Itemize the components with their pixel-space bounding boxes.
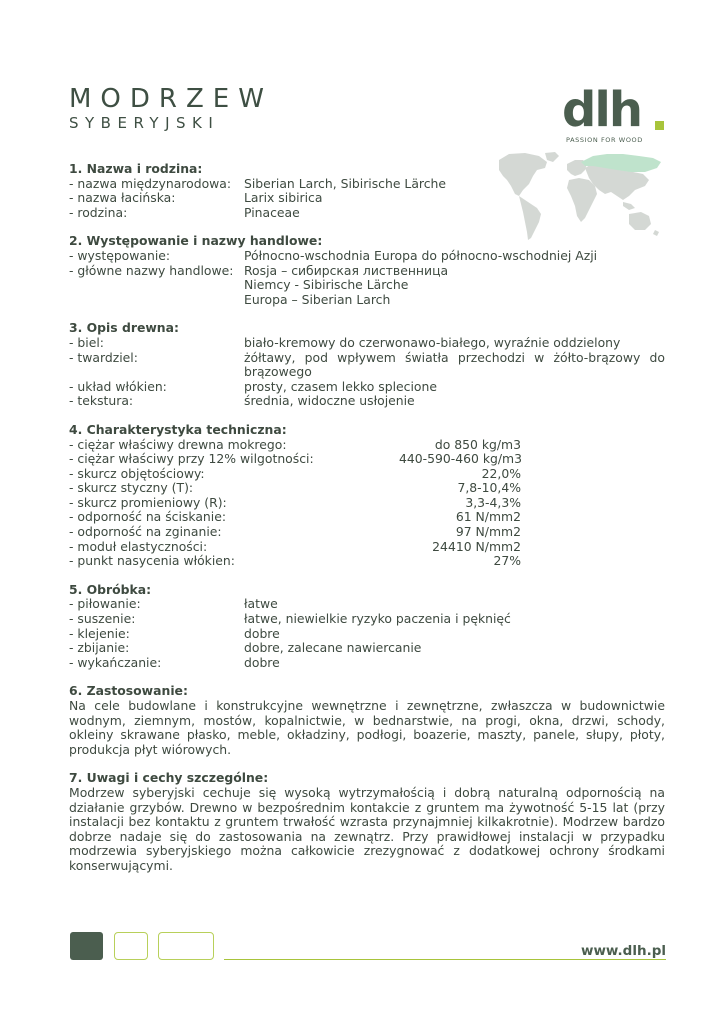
row-value: do 850 kg/m3 bbox=[434, 436, 521, 452]
section-heading: 1. Nazwa i rodzina: bbox=[69, 161, 203, 176]
info-row bbox=[69, 191, 665, 206]
dlh-logo bbox=[562, 82, 666, 146]
row-value: prosty, czasem lekko splecione bbox=[244, 378, 437, 394]
row-value: 27% bbox=[493, 553, 521, 569]
row-label: - główne nazwy handlowe: bbox=[69, 262, 234, 278]
page-title: MODRZEW bbox=[69, 84, 273, 114]
trade-name: Europa – Siberian Larch bbox=[244, 291, 391, 307]
row-value: dobre bbox=[244, 625, 280, 641]
row-label: - tekstura: bbox=[69, 393, 134, 409]
row-label: - skurcz promieniowy (R): bbox=[69, 494, 227, 510]
row-value: dobre bbox=[244, 654, 280, 670]
section-processing bbox=[69, 583, 665, 671]
row-value: Siberian Larch, Sibirische Lärche bbox=[244, 175, 447, 191]
document-body bbox=[69, 162, 665, 888]
row-label: - nazwa międzynarodowa: bbox=[69, 175, 232, 191]
row-value bbox=[244, 264, 665, 308]
info-row bbox=[69, 177, 665, 192]
row-label: - występowanie: bbox=[69, 247, 171, 263]
row-value: 97 N/mm2 bbox=[455, 524, 521, 540]
info-row bbox=[69, 380, 665, 395]
tech-row bbox=[69, 525, 665, 540]
row-label: - skurcz styczny (T): bbox=[69, 480, 194, 496]
tech-row bbox=[69, 438, 665, 453]
row-label: - rodzina: bbox=[69, 204, 128, 220]
row-label: - suszenie: bbox=[69, 611, 136, 627]
footer-decor-box-outline bbox=[114, 932, 148, 960]
tech-row bbox=[69, 496, 665, 511]
row-value: biało-kremowy do czerwonawo-białego, wyraźnie oddzielony bbox=[244, 334, 621, 350]
info-row bbox=[69, 351, 665, 380]
section-heading: 6. Zastosowanie: bbox=[69, 683, 188, 699]
row-label: - klejenie: bbox=[69, 625, 130, 641]
section-name-family bbox=[69, 162, 665, 220]
info-row bbox=[69, 336, 665, 351]
section-notes bbox=[69, 771, 665, 873]
info-row bbox=[69, 641, 665, 656]
row-value: żółtawy, pod wpływem światła przechodzi w żółto-brązowy do brązowego bbox=[244, 349, 665, 380]
row-label: - twardziel: bbox=[69, 349, 138, 365]
info-row bbox=[69, 264, 665, 308]
section-heading: 2. Występowanie i nazwy handlowe: bbox=[69, 233, 323, 249]
row-label: - odporność na zginanie: bbox=[69, 524, 222, 540]
row-value: 3,3-4,3% bbox=[465, 494, 521, 510]
tech-row bbox=[69, 540, 665, 555]
section-applications bbox=[69, 684, 665, 757]
row-label: - wykańczanie: bbox=[69, 654, 162, 670]
footer-decor-box-outline-wide bbox=[158, 932, 214, 960]
logo-text: dlh bbox=[562, 82, 641, 138]
row-value: średnia, widoczne usłojenie bbox=[244, 393, 415, 409]
section-paragraph: Modrzew syberyjski cechuje się wysoką wytrzymałością i dobrą naturalną odpornością na działanie grzybów. Drewno w bezpośrednim kontakcie z gruntem ma żywotność 5-15 lat (przy instalacji bez kontaktu z gruntem trwałość wzrasta przynajmniej kilkakrotnie). Modrzew bardzo dobrze nadaje się do zastosowania na zewnątrz. Przy prawidłowej instalacji w przypadku modrzewia syberyjskiego można całkowicie zrezygnować z dodatkowej ochrony środkami konserwującymi. bbox=[69, 784, 665, 873]
row-label: - zbijanie: bbox=[69, 640, 130, 656]
row-value: 61 N/mm2 bbox=[455, 509, 521, 525]
row-value: Pinaceae bbox=[244, 204, 300, 220]
section-heading: 3. Opis drewna: bbox=[69, 320, 179, 336]
section-paragraph: Na cele budowlane i konstrukcyjne wewnętrzne i zewnętrzne, zwłaszcza w budownictwie wodnym, ziemnym, mostów, kopalnictwie, w bednarstwie, na progi, okna, drzwi, schody, okleiny skrawane płasko, meble, okładziny, podłogi, boazerie, maszty, panele, słupy, płoty, produkcja płyt wiórowych. bbox=[69, 698, 665, 757]
info-row bbox=[69, 627, 665, 642]
tech-row bbox=[69, 481, 665, 496]
section-occurrence bbox=[69, 234, 665, 307]
row-value: dobre, zalecane nawiercanie bbox=[244, 640, 422, 656]
section-heading: 4. Charakterystyka techniczna: bbox=[69, 421, 287, 437]
logo-dot bbox=[655, 121, 664, 130]
tech-row bbox=[69, 510, 665, 525]
section-heading: 7. Uwagi i cechy szczególne: bbox=[69, 770, 269, 786]
logo-tagline: PASSION FOR WOOD bbox=[566, 136, 643, 144]
footer-divider bbox=[224, 959, 666, 960]
row-label: - skurcz objętościowy: bbox=[69, 465, 205, 481]
row-value: 440-590-460 kg/m3 bbox=[399, 451, 522, 467]
row-label: - ciężar właściwy przy 12% wilgotności: bbox=[69, 451, 314, 467]
row-label: - układ włókien: bbox=[69, 378, 167, 394]
row-value: Północno-wschodnia Europa do północno-wschodniej Azji bbox=[244, 247, 598, 263]
tech-row bbox=[69, 554, 665, 569]
info-row bbox=[69, 394, 665, 409]
row-label: - odporność na ściskanie: bbox=[69, 509, 227, 525]
section-wood-description bbox=[69, 321, 665, 409]
row-label: - ciężar właściwy drewna mokrego: bbox=[69, 436, 287, 452]
row-value: łatwe, niewielkie ryzyko paczenia i pęknięć bbox=[244, 611, 511, 627]
tech-row bbox=[69, 452, 665, 467]
row-value: 22,0% bbox=[481, 465, 521, 481]
row-label: - punkt nasycenia włókien: bbox=[69, 553, 235, 569]
row-label: - moduł elastyczności: bbox=[69, 538, 208, 554]
row-value: 7,8-10,4% bbox=[457, 480, 521, 496]
info-row bbox=[69, 597, 665, 612]
tech-row bbox=[69, 467, 665, 482]
footer-decor-box-filled bbox=[70, 932, 103, 960]
page-subtitle: SYBERYJSKI bbox=[69, 114, 220, 132]
row-label: - nazwa łacińska: bbox=[69, 190, 176, 206]
info-row bbox=[69, 656, 665, 671]
row-value: łatwe bbox=[244, 596, 278, 612]
row-value: Larix sibirica bbox=[244, 190, 323, 206]
section-heading: 5. Obróbka: bbox=[69, 581, 152, 597]
row-label: - biel: bbox=[69, 334, 104, 350]
info-row bbox=[69, 206, 665, 221]
trade-name: Rosja – сибирская лиственница bbox=[244, 262, 449, 278]
footer-website-link[interactable]: www.dlh.pl bbox=[580, 943, 666, 959]
trade-name: Niemcy - Sibirische Lärche bbox=[244, 277, 409, 293]
row-label: - piłowanie: bbox=[69, 596, 141, 612]
info-row bbox=[69, 612, 665, 627]
section-technical bbox=[69, 423, 665, 569]
info-row bbox=[69, 249, 665, 264]
row-value: 24410 N/mm2 bbox=[432, 538, 521, 554]
